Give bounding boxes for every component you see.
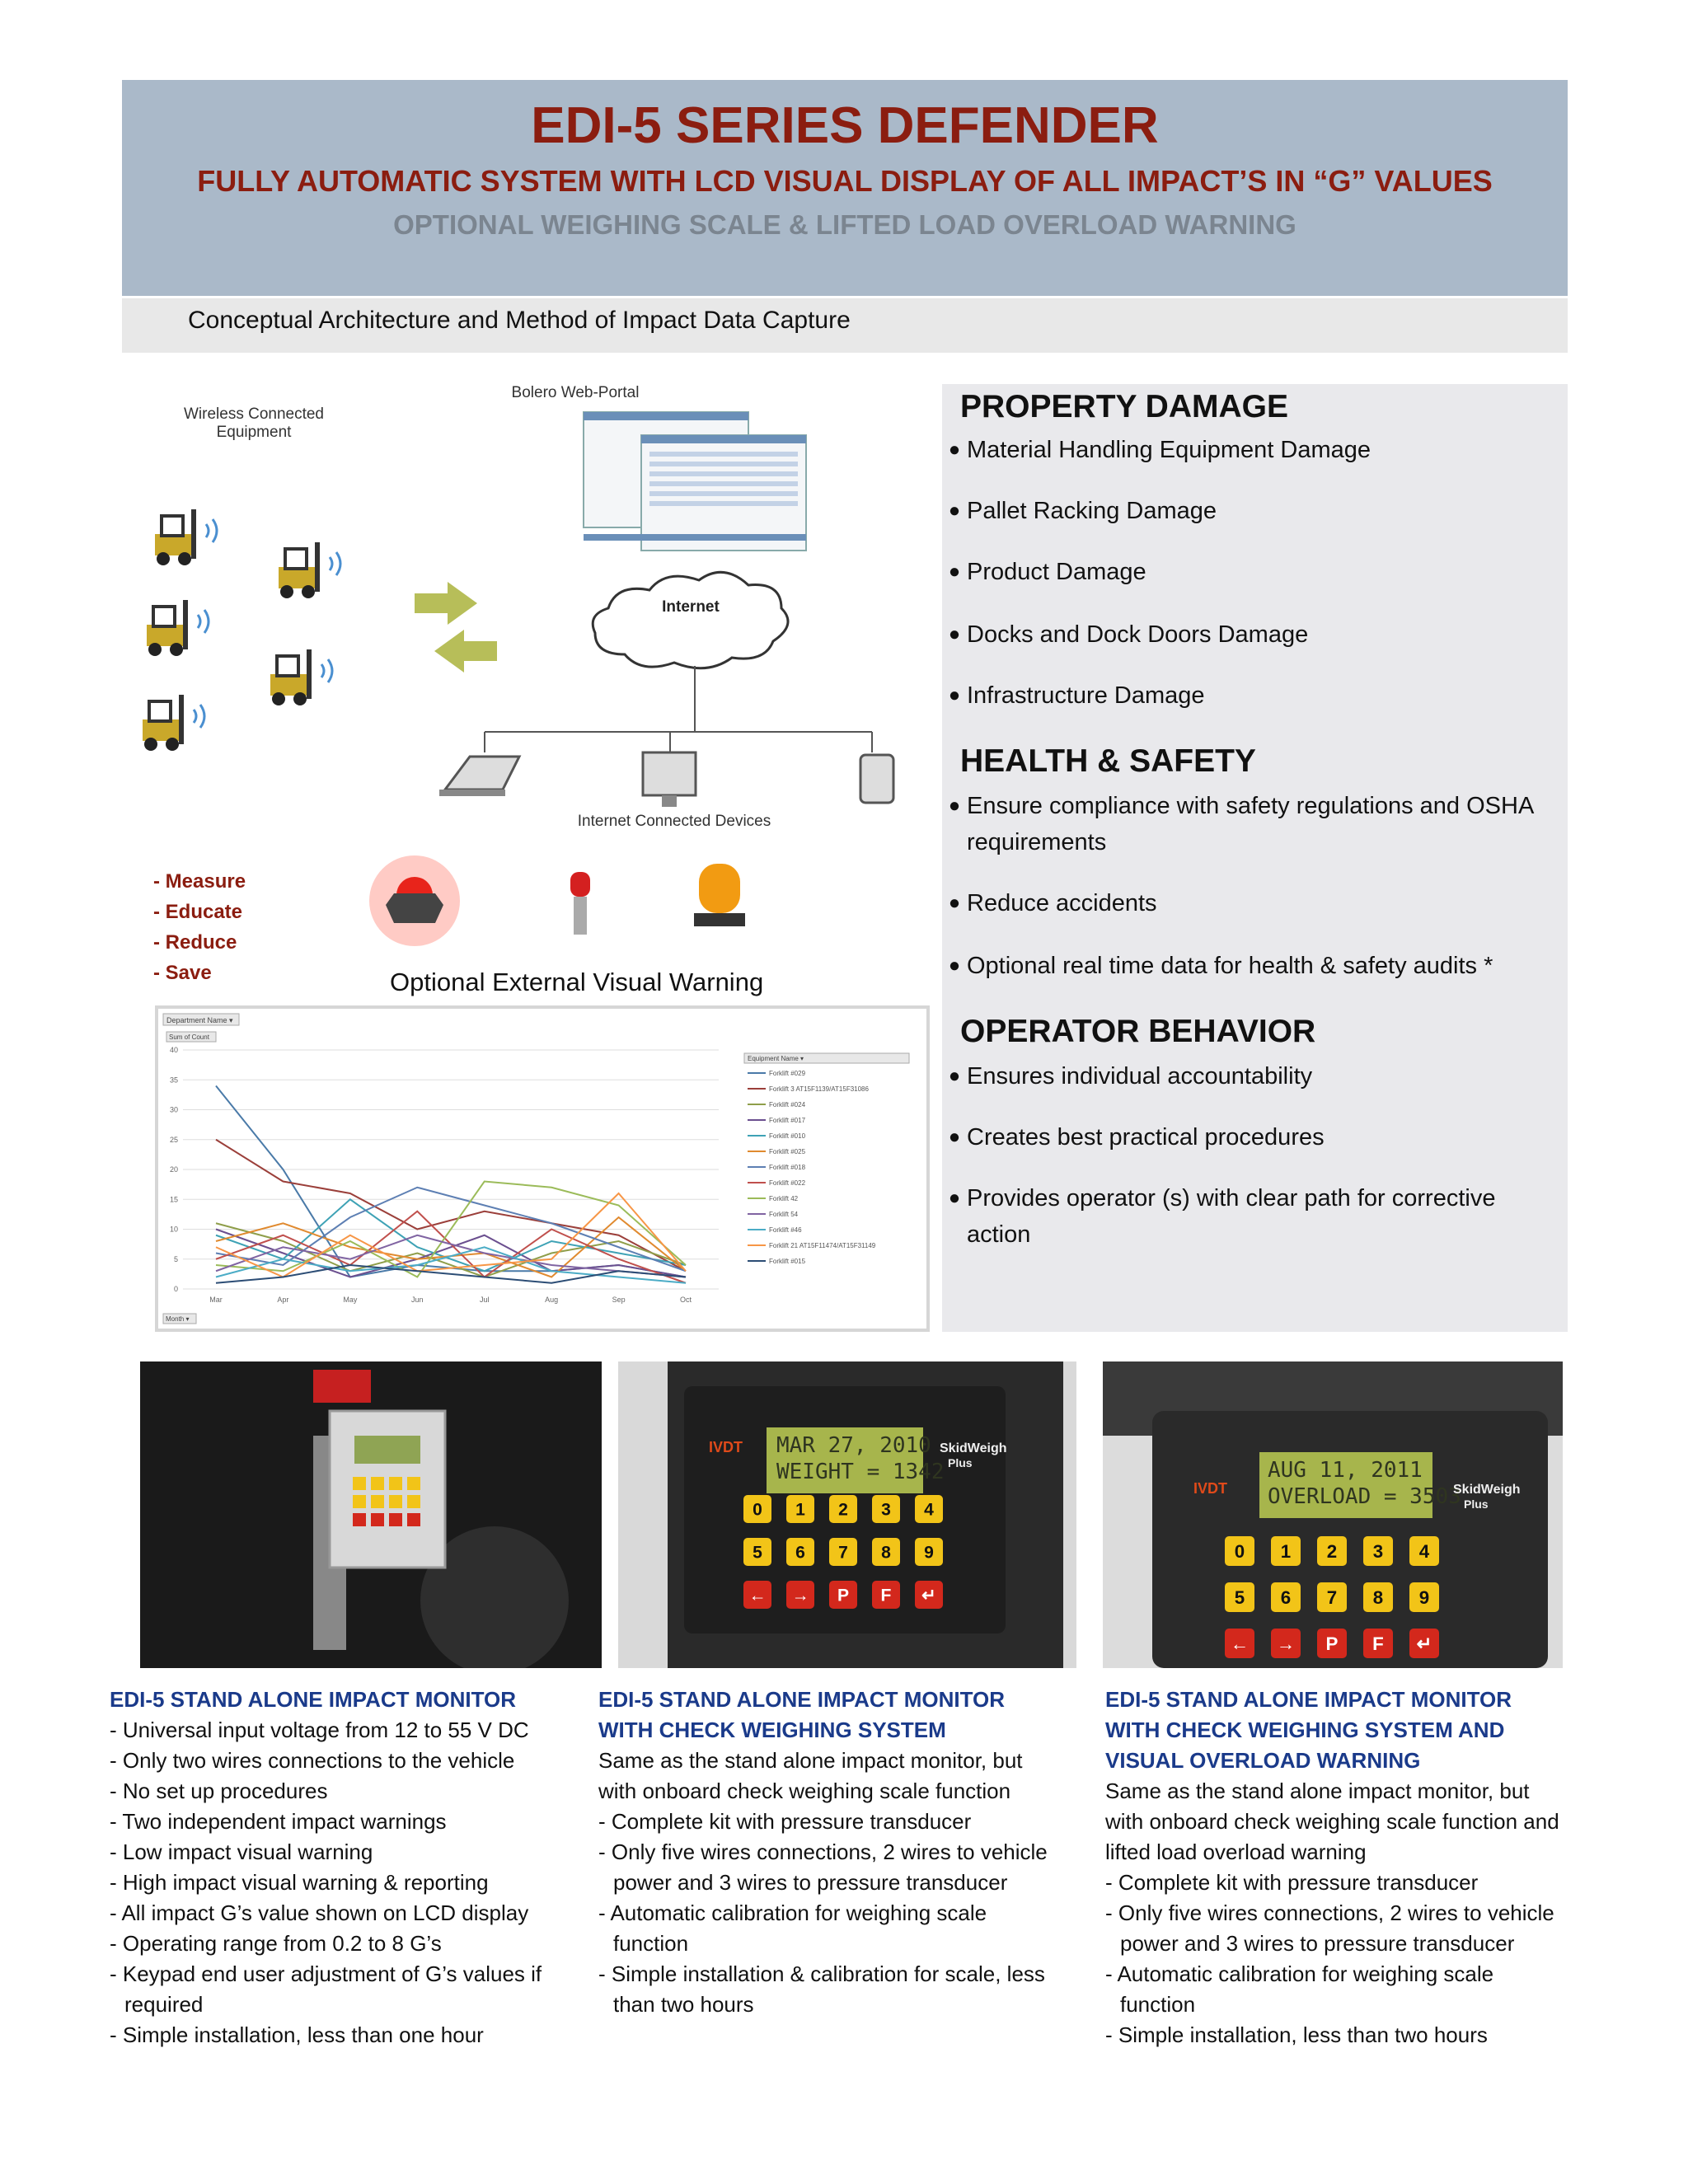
brand-logo: IVDT: [1193, 1480, 1228, 1497]
legend-entry: Forklift 42: [769, 1195, 799, 1202]
x-tick-label: Mar: [209, 1296, 223, 1304]
feature-line: Same as the stand alone impact monitor, but: [598, 1748, 1023, 1773]
keypad-key-label: 7: [1326, 1586, 1338, 1608]
brand-label: SkidWeigh: [1453, 1483, 1521, 1497]
keypad-key-label: 0: [1234, 1540, 1245, 1562]
bullet-icon: ●: [948, 954, 961, 977]
keypad-key-label: ←: [748, 1586, 767, 1605]
field-label: Sum of Count: [169, 1033, 209, 1041]
bullet-text: action: [967, 1221, 1031, 1248]
action-item: - Measure: [153, 870, 246, 893]
brand-label-sub: Plus: [948, 1456, 973, 1469]
bullet-item: [942, 493, 1568, 529]
web-portal-label: Bolero Web-Portal: [511, 384, 640, 401]
architecture-diagram: [122, 377, 930, 1333]
forklift-icon: [143, 695, 204, 751]
bullet-icon: ●: [948, 1065, 961, 1087]
monitor-icon: [643, 752, 696, 807]
impact-monitor-photo: [140, 1361, 602, 1668]
bullet-text: Creates best practical procedures: [967, 1124, 1325, 1151]
legend-entry: Forklift #017: [769, 1117, 806, 1124]
overload-monitor-photo: [1103, 1361, 1563, 1668]
legend-entry: Forklift #022: [769, 1179, 806, 1187]
check-weighing-monitor-photo: [618, 1361, 1076, 1668]
bullet-text: Pallet Racking Damage: [967, 498, 1217, 524]
title-line: VISUAL OVERLOAD WARNING: [1105, 1748, 1421, 1773]
web-portal-screens-icon: [584, 412, 806, 551]
feature-line: power and 3 wires to pressure transducer: [613, 1870, 1008, 1895]
internet-label: Internet: [662, 598, 720, 616]
feature-line: - Operating range from 0.2 to 8 G’s: [110, 1931, 442, 1956]
keypad-key-label: 9: [1418, 1586, 1430, 1608]
product-photo-3: [1103, 1361, 1563, 1668]
feature-line: Same as the stand alone impact monitor, but: [1105, 1779, 1530, 1803]
forklift-icon-group: [143, 509, 340, 751]
keypad-key-label: 9: [924, 1543, 934, 1563]
month-filter-label: Month ▾: [166, 1315, 190, 1323]
legend-entry: Forklift #015: [769, 1258, 806, 1265]
feature-line: - Low impact visual warning: [110, 1840, 373, 1864]
x-tick-label: Jun: [411, 1296, 424, 1304]
bullet-item: [942, 1058, 1568, 1094]
legend-entry: Forklift #029: [769, 1070, 806, 1077]
header-banner: [122, 80, 1568, 296]
y-tick-label: 15: [169, 1195, 178, 1204]
keypad-key-label: P: [1325, 1633, 1339, 1654]
brand-label-sub: Plus: [1464, 1497, 1489, 1511]
series-line: [216, 1140, 686, 1272]
bullet-text: Material Handling Equipment Damage: [967, 437, 1372, 463]
filter-label: Department Name ▾: [166, 1016, 233, 1024]
benefits-panel: [942, 384, 1568, 1332]
property-damage-heading: PROPERTY DAMAGE: [960, 389, 1288, 424]
feature-line: required: [124, 1992, 204, 2017]
action-item: - Reduce: [153, 931, 237, 954]
forklift-icon: [270, 649, 332, 705]
chart-svg: [158, 1009, 926, 1329]
tablet-icon: [860, 755, 893, 803]
y-tick-label: 30: [169, 1105, 178, 1114]
forklift-icon: [147, 600, 209, 656]
page-title: EDI-5 SERIES DEFENDER: [531, 97, 1159, 154]
bullet-icon: ●: [948, 892, 961, 914]
lcd-line: MAR 27, 2010: [776, 1433, 931, 1458]
lcd-line: OVERLOAD = 3503: [1268, 1484, 1461, 1509]
feature-line: - Only five wires connections, 2 wires to vehicle: [598, 1840, 1048, 1864]
internet-cloud-icon: [593, 572, 788, 668]
keypad-key-label: 3: [881, 1500, 891, 1520]
health-safety-heading: HEALTH & SAFETY: [960, 743, 1256, 779]
feature-line: with onboard check weighing scale function and: [1105, 1809, 1559, 1834]
impact-line-chart: [155, 1005, 930, 1332]
lcd-line: AUG 11, 2011: [1268, 1458, 1423, 1483]
bullet-item: [942, 885, 1568, 921]
keypad-key-label: F: [880, 1586, 892, 1605]
keypad-key-label: 6: [795, 1543, 805, 1563]
legend-entry: Forklift 3 AT15F1139/AT15F31086: [769, 1085, 869, 1093]
bullet-icon: ●: [948, 794, 961, 817]
keypad-key-label: 5: [753, 1543, 762, 1563]
feature-line: - High impact visual warning & reporting: [110, 1870, 489, 1895]
bullet-icon: ●: [948, 438, 961, 461]
y-tick-label: 0: [173, 1285, 178, 1293]
keypad-key-label: 1: [795, 1500, 805, 1520]
bullet-item: [942, 1180, 1568, 1216]
y-tick-label: 5: [173, 1254, 178, 1263]
feature-line: function: [613, 1931, 689, 1956]
beacon-light-icon: [570, 872, 590, 935]
bullet-item-continuation: [942, 824, 1568, 860]
bullet-icon: ●: [948, 1126, 961, 1148]
page-subtitle-secondary: OPTIONAL WEIGHING SCALE & LIFTED LOAD OVERLOAD WARNING: [393, 209, 1296, 240]
feature-line: power and 3 wires to pressure transducer: [1120, 1931, 1515, 1956]
keypad-key-label: 0: [753, 1500, 762, 1520]
product-3-title: [1105, 1685, 1512, 1776]
bullet-text: Docks and Dock Doors Damage: [967, 621, 1309, 648]
optional-warning-label: Optional External Visual Warning: [390, 968, 764, 996]
bullet-icon: ●: [948, 499, 961, 522]
section-title: Conceptual Architecture and Method of Impact Data Capture: [188, 307, 851, 334]
title-line: WITH CHECK WEIGHING SYSTEM: [598, 1718, 946, 1742]
bullet-text: Reduce accidents: [967, 890, 1157, 916]
keypad-key-label: 2: [838, 1500, 848, 1520]
keypad-key-label: F: [1372, 1633, 1384, 1654]
wireless-equipment-label: Wireless Connected Equipment: [183, 405, 325, 441]
feature-line: - Two independent impact warnings: [110, 1809, 447, 1834]
bullet-text: Ensure compliance with safety regulations and OSHA: [967, 793, 1535, 819]
rotating-beacon-icon: [694, 864, 745, 926]
feature-line: - Universal input voltage from 12 to 55 V DC: [110, 1718, 529, 1742]
action-list: [153, 870, 246, 992]
legend-entry: Forklift 54: [769, 1211, 799, 1218]
operator-behavior-heading: OPERATOR BEHAVIOR: [960, 1014, 1316, 1049]
product-2-title: [598, 1685, 1005, 1746]
bullet-text: Ensures individual accountability: [967, 1063, 1313, 1090]
bullet-item-continuation: [942, 1216, 1568, 1253]
feature-line: - Keypad end user adjustment of G’s values if: [110, 1961, 542, 1986]
bullet-item: [942, 432, 1568, 468]
keypad-key-label: 8: [1372, 1586, 1384, 1608]
feature-line: - Complete kit with pressure transducer: [1105, 1870, 1479, 1895]
keypad-key-label: 8: [881, 1543, 891, 1563]
legend-entry: Forklift #46: [769, 1226, 802, 1234]
legend-entry: Forklift #025: [769, 1148, 806, 1155]
keypad-key-label: →: [1276, 1633, 1296, 1654]
bullet-icon: ●: [948, 1187, 961, 1209]
keypad-key-label: ←: [1230, 1633, 1250, 1654]
feature-line: - Automatic calibration for weighing scale: [598, 1900, 987, 1925]
action-item: - Educate: [153, 901, 243, 923]
bullet-icon: ●: [948, 560, 961, 583]
page-subtitle: FULLY AUTOMATIC SYSTEM WITH LCD VISUAL DISPLAY OF ALL IMPACT’S IN “G” VALUES: [197, 164, 1493, 198]
brand-logo: IVDT: [709, 1439, 743, 1455]
bullet-item: [942, 1119, 1568, 1155]
keypad-key-label: 4: [1418, 1540, 1430, 1562]
product-2-features: [598, 1746, 1048, 2020]
x-tick-label: Jul: [479, 1296, 490, 1304]
feature-line: - Only five wires connections, 2 wires to vehicle: [1105, 1900, 1554, 1925]
bullet-text: Provides operator (s) with clear path for corrective: [967, 1185, 1496, 1212]
title-line: WITH CHECK WEIGHING SYSTEM AND: [1105, 1718, 1505, 1742]
product-photo-1: [140, 1361, 602, 1668]
bullet-text: Optional real time data for health & safety audits *: [967, 953, 1493, 979]
legend-title: Equipment Name ▾: [748, 1055, 804, 1062]
legend-entry: Forklift #010: [769, 1132, 806, 1140]
brand-label: SkidWeigh: [940, 1441, 1007, 1455]
x-tick-label: Aug: [545, 1296, 559, 1304]
keypad-key-label: 7: [838, 1543, 848, 1563]
bullet-item: [942, 616, 1568, 653]
legend-entry: Forklift #024: [769, 1101, 806, 1108]
bullet-item: [942, 788, 1568, 824]
strobe-light-icon: [369, 855, 460, 946]
bullet-icon: ●: [948, 684, 961, 706]
product-photo-2: [618, 1361, 1076, 1668]
keypad-key-label: →: [791, 1586, 809, 1605]
section-title-bar: [122, 298, 1568, 353]
y-tick-label: 25: [169, 1135, 178, 1144]
legend-entry: Forklift #018: [769, 1164, 806, 1171]
title-line: EDI-5 STAND ALONE IMPACT MONITOR: [1105, 1687, 1512, 1712]
bullet-text: Product Damage: [967, 559, 1146, 585]
feature-line: - All impact G’s value shown on LCD display: [110, 1900, 529, 1925]
keypad-key-label: 6: [1280, 1586, 1292, 1608]
product-1-features: [110, 1715, 542, 2050]
x-tick-label: Oct: [679, 1296, 692, 1304]
y-tick-label: 20: [169, 1165, 178, 1174]
bullet-item: [942, 677, 1568, 714]
title-line: EDI-5 STAND ALONE IMPACT MONITOR: [110, 1687, 517, 1712]
feature-line: - Simple installation, less than two hours: [1105, 2022, 1488, 2047]
feature-line: lifted load overload warning: [1105, 1840, 1367, 1864]
keypad-key-label: 2: [1326, 1540, 1338, 1562]
x-tick-label: Apr: [277, 1296, 289, 1304]
bullet-text: requirements: [967, 829, 1107, 855]
bullet-item: [942, 948, 1568, 984]
keypad-key-label: 4: [924, 1500, 934, 1520]
feature-line: - No set up procedures: [110, 1779, 328, 1803]
title-line: EDI-5 STAND ALONE IMPACT MONITOR: [598, 1687, 1006, 1712]
product-3-features: [1105, 1776, 1559, 2050]
connected-devices-label: Internet Connected Devices: [577, 813, 771, 830]
bullet-text: Infrastructure Damage: [967, 682, 1205, 709]
y-tick-label: 40: [169, 1046, 178, 1054]
action-item: - Save: [153, 962, 212, 984]
feature-line: - Simple installation & calibration for scale, less: [598, 1961, 1045, 1986]
feature-line: - Complete kit with pressure transducer: [598, 1809, 972, 1834]
keypad-key-label: 5: [1234, 1586, 1245, 1608]
keypad-key-label: 3: [1372, 1540, 1384, 1562]
bullet-item: [942, 554, 1568, 590]
forklift-icon: [279, 542, 340, 598]
laptop-icon: [439, 757, 519, 796]
keypad-key-label: 1: [1280, 1540, 1292, 1562]
x-tick-label: May: [343, 1296, 358, 1304]
y-tick-label: 10: [169, 1225, 178, 1234]
keypad-key-label: P: [837, 1586, 850, 1605]
legend-entry: Forklift 21 AT15F11474/AT15F31149: [769, 1242, 876, 1249]
sync-arrows-icon: [415, 582, 497, 673]
bullet-icon: ●: [948, 623, 961, 645]
y-tick-label: 35: [169, 1076, 178, 1085]
x-tick-label: Sep: [612, 1296, 626, 1304]
lcd-line: WEIGHT = 1342: [776, 1460, 945, 1484]
product-1-title: [110, 1685, 516, 1715]
feature-line: function: [1120, 1992, 1196, 2017]
keypad-key-label: ↵: [1416, 1633, 1432, 1654]
feature-line: - Automatic calibration for weighing scale: [1105, 1961, 1494, 1986]
keypad-key-label: ↵: [921, 1586, 936, 1605]
feature-line: - Simple installation, less than one hour: [110, 2022, 484, 2047]
feature-line: - Only two wires connections to the vehicle: [110, 1748, 515, 1773]
forklift-icon: [155, 509, 217, 565]
feature-line: with onboard check weighing scale function: [598, 1779, 1011, 1803]
feature-line: than two hours: [613, 1992, 754, 2017]
